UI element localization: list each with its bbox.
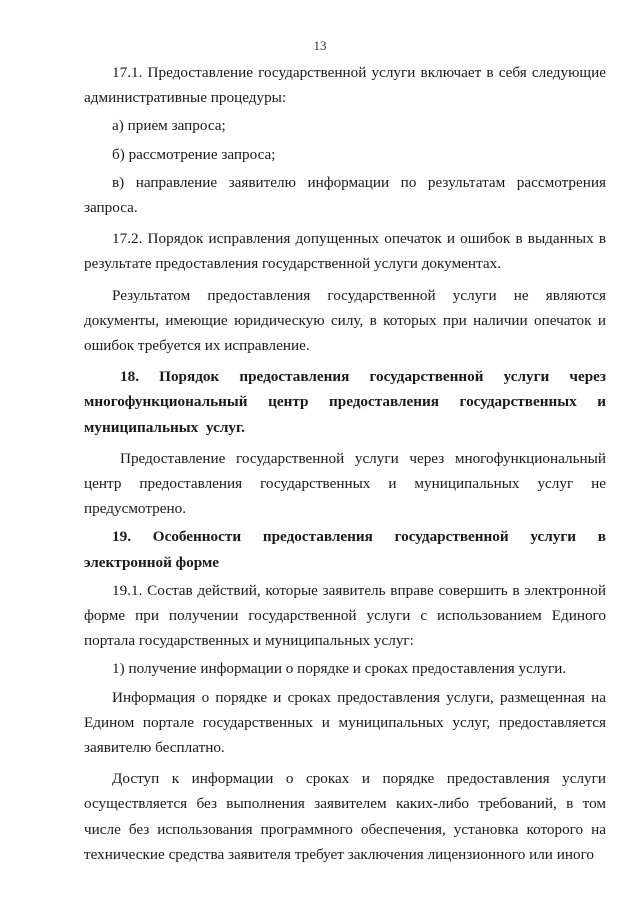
document-body xyxy=(84,60,606,867)
paragraph-19-1: 19.1. Состав действий, которые заявитель вправе совершить в электронной форме при получении государственной услуги с использованием Единого портала государственных и муниципальных услуг: xyxy=(84,581,606,650)
paragraph-17-2-result: Результатом предоставления государственной услуги не являются документы, имеющие юридическую силу, в которых при наличии опечаток и ошибок требуется их исправление. xyxy=(84,286,606,355)
section-heading-19: 19. Особенности предоставления государственной услуги в электронной форме xyxy=(84,528,606,571)
list-item-c: в) направление заявителю информации по результатам рассмотрения запроса. xyxy=(84,173,606,217)
section-heading-18: 18. Порядок предоставления государственной услуги через многофункциональный центр предоставления государственных и муниципальных услуг. xyxy=(84,368,606,436)
paragraph-19-info: Информация о порядке и сроках предоставления услуги, размещенная на Едином портале государственных и муниципальных услуг, предоставляется заявителю бесплатно. xyxy=(84,688,606,757)
page-number: 13 xyxy=(313,38,327,53)
paragraph-19-access: Доступ к информации о сроках и порядке предоставления услуги осуществляется без выполнения заявителем каких-либо требований, в том числе без использования программного обеспечения, установка которого на технические средства заявителя требует заключения лицензионного или иного xyxy=(84,770,606,863)
paragraph-18: Предоставление государственной услуги через многофункциональный центр предоставления государственных и муниципальных услуг не предусмотрено. xyxy=(84,449,606,518)
list-item-a: а) прием запроса; xyxy=(112,117,226,135)
list-item-b: б) рассмотрение запроса; xyxy=(112,145,276,163)
paragraph-19-1-item-1: 1) получение информации о порядке и сроках предоставления услуги. xyxy=(112,660,567,678)
paragraph-17-2: 17.2. Порядок исправления допущенных опечаток и ошибок в выданных в результате предоставления государственной услуги документах. xyxy=(84,230,606,273)
paragraph-17-1: 17.1. Предоставление государственной услуги включает в себя следующие административные процедуры: xyxy=(84,64,606,107)
